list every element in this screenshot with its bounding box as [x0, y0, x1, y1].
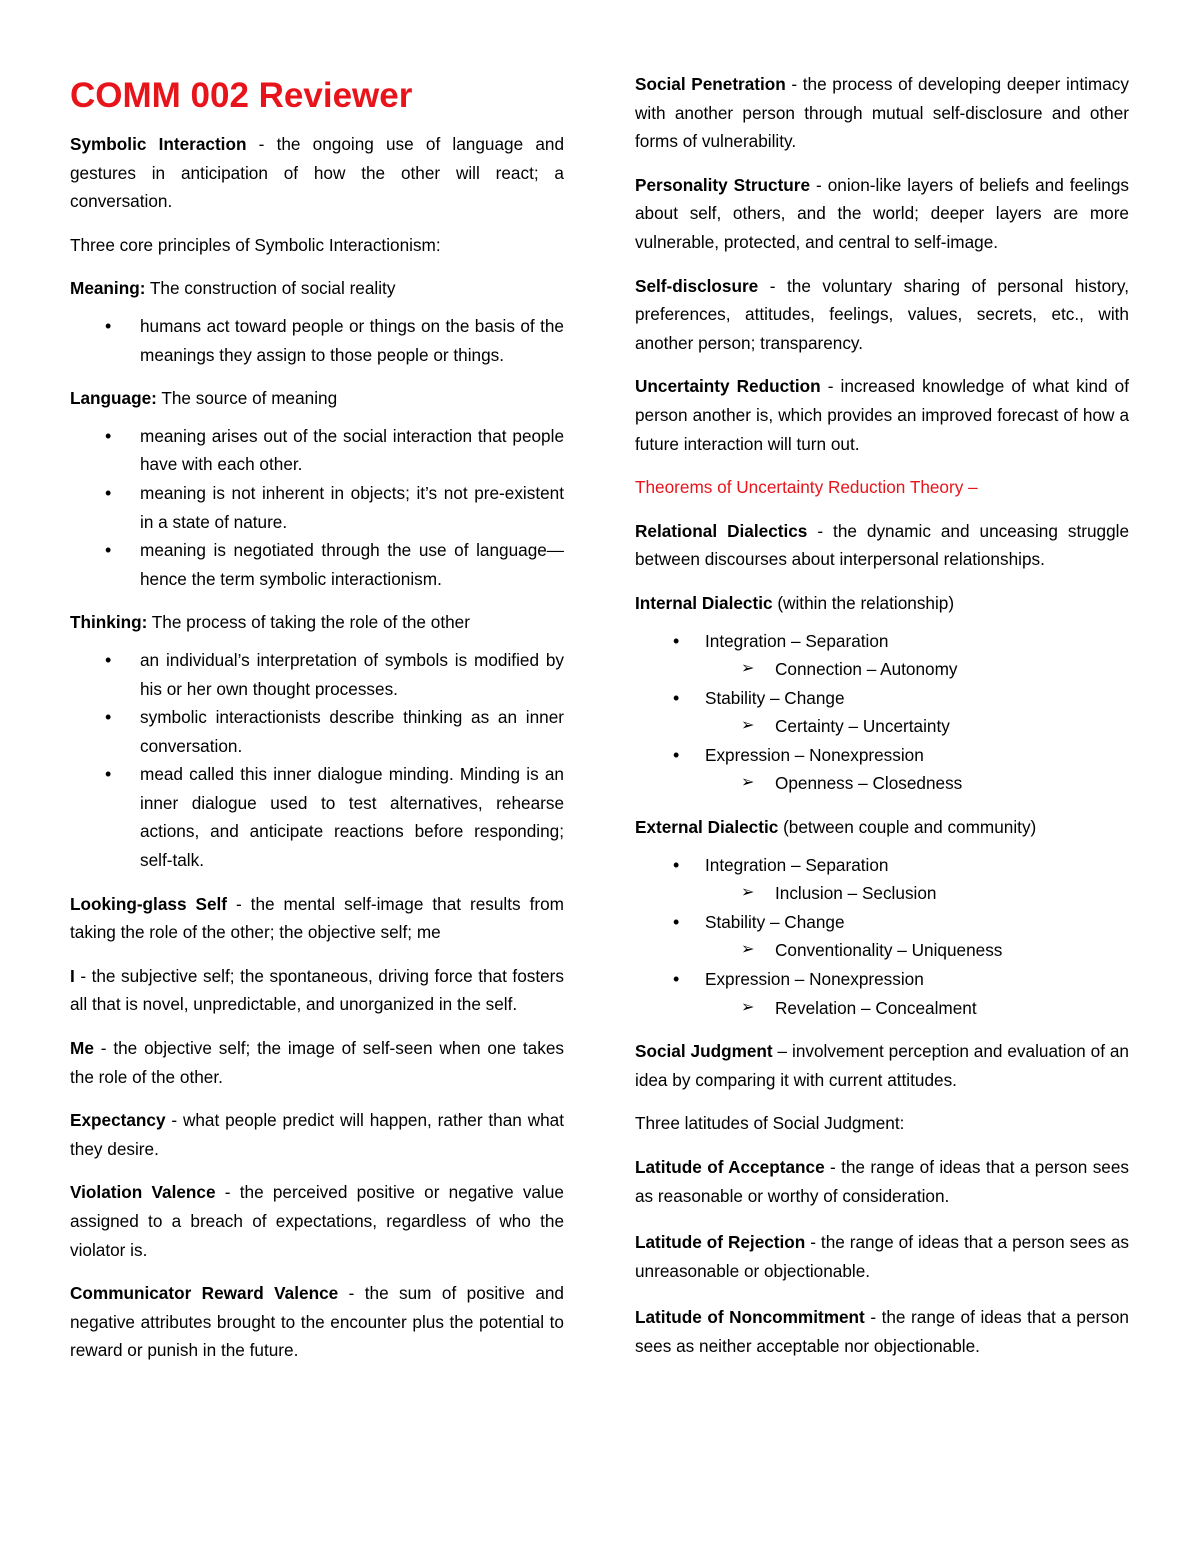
sub-list-item: ➢ Connection – Autonomy — [635, 655, 1129, 684]
definition: (between couple and community) — [778, 817, 1037, 838]
left-column — [70, 70, 564, 1380]
principles-intro: Three core principles of Symbolic Interactionism: — [70, 234, 441, 255]
list-item: • an individual’s interpretation of symbols is modified by his or her own thought processes. — [140, 646, 564, 703]
language-heading — [70, 384, 564, 413]
term: Uncertainty Reduction — [635, 376, 821, 397]
list-item: • mead called this inner dialogue minding. Minding is an inner dialogue used to test alternatives, rehearse actions, and anticipate reactions before responding; self-talk. — [140, 760, 564, 874]
term: Latitude of Acceptance — [635, 1157, 825, 1177]
definition: - the process of developing deeper intimacy with another person through mutual self-disclosure and other forms of vulnerability. — [635, 74, 1129, 152]
term: Latitude of Noncommitment — [635, 1307, 865, 1328]
relational-dialectics-entry — [635, 517, 1129, 574]
internal-dialectic-heading — [635, 589, 1129, 618]
list-item: • meaning is not inherent in objects; it’s not pre-existent in a state of nature. — [140, 479, 564, 536]
term: Me — [70, 1038, 94, 1059]
social-penetration-entry — [635, 70, 1129, 156]
term: I — [70, 965, 75, 986]
page-title: COMM 002 Reviewer — [70, 76, 413, 115]
symbolic-interaction-entry — [70, 130, 564, 216]
uncertainty-reduction-entry — [635, 372, 1129, 458]
language-bullet-list — [70, 422, 564, 594]
latitude-noncommitment-entry — [635, 1303, 1129, 1360]
definition: - what people predict will happen, rather than what they desire. — [70, 1110, 564, 1159]
definition: - the ongoing use of language and gestures in anticipation of how the other will react; a conversation. — [70, 134, 565, 212]
definition: (within the relationship) — [772, 592, 955, 613]
list-item: • meaning arises out of the social interaction that people have with each other. — [140, 422, 564, 479]
thinking-bullet-list — [70, 646, 564, 875]
term: Latitude of Rejection — [635, 1232, 806, 1253]
looking-glass-self-entry — [70, 890, 564, 947]
term: Symbolic Interaction — [70, 134, 247, 154]
term: Internal Dialectic — [635, 592, 773, 613]
external-dialectic-heading — [635, 813, 1129, 842]
definition: - the subjective self; the spontaneous, driving force that fosters all that is novel, unpredictable, and unorganized in the self. — [70, 965, 564, 1015]
list-item: • symbolic interactionists describe thinking as an inner conversation. — [140, 703, 564, 760]
sub-list-item: ➢ Revelation – Concealment — [635, 994, 1129, 1023]
term: Social Penetration — [635, 74, 786, 94]
expectancy-entry — [70, 1106, 564, 1163]
term: Violation Valence — [70, 1182, 216, 1203]
definition: - the range of ideas that a person sees as neither acceptable nor objectionable. — [635, 1307, 1129, 1356]
definition: - the perceived positive or negative value assigned to a breach of expectations, regardless of who the violator is. — [70, 1182, 564, 1260]
latitude-acceptance-entry — [635, 1153, 1129, 1210]
term: Communicator Reward Valence — [70, 1283, 339, 1304]
latitudes-intro: Three latitudes of Social Judgment: — [635, 1113, 905, 1134]
definition: - increased knowledge of what kind of person another is, which provides an improved forecast of how a future interaction will turn out. — [635, 376, 1130, 454]
term: Thinking: — [70, 612, 148, 633]
definition: – involvement perception and evaluation of an idea by comparing it with current attitudes. — [635, 1041, 1129, 1090]
sub-list-item: ➢ Certainty – Uncertainty — [635, 712, 1129, 741]
internal-dialectic-list — [635, 627, 1129, 799]
list-item: • Integration – Separation — [635, 851, 1129, 880]
sub-list-item: ➢ Inclusion – Seclusion — [635, 879, 1129, 908]
right-column — [635, 70, 1129, 1376]
list-item: • Stability – Change — [635, 908, 1129, 937]
definition: - the range of ideas that a person sees as unreasonable or objectionable. — [635, 1232, 1129, 1281]
social-judgment-entry — [635, 1037, 1129, 1094]
term: Relational Dialectics — [635, 520, 808, 541]
term: Social Judgment — [635, 1041, 773, 1062]
violation-valence-entry — [70, 1178, 564, 1264]
definition: - the voluntary sharing of personal history, preferences, attitudes, feelings, values, secrets, etc., with another person; transparency. — [635, 275, 1129, 353]
term: Meaning: — [70, 278, 146, 299]
external-dialectic-list — [635, 851, 1129, 1023]
theorems-heading: Theorems of Uncertainty Reduction Theory – — [635, 477, 978, 498]
communicator-reward-valence-entry — [70, 1279, 564, 1365]
self-disclosure-entry — [635, 272, 1129, 358]
me-entry — [70, 1034, 564, 1091]
list-item: • Stability – Change — [635, 684, 1129, 713]
definition: The process of taking the role of the other — [147, 612, 470, 633]
definition: - the dynamic and unceasing struggle between discourses about interpersonal relationships. — [635, 520, 1130, 570]
definition: - the sum of positive and negative attributes brought to the encounter plus the potential to reward or punish in the future. — [70, 1283, 564, 1361]
list-item: • meaning is negotiated through the use of language—hence the term symbolic interactionism. — [140, 536, 564, 593]
sub-list-item: ➢ Conventionality – Uniqueness — [635, 936, 1129, 965]
list-item: • Integration – Separation — [635, 627, 1129, 656]
meaning-heading — [70, 274, 564, 303]
definition: - the range of ideas that a person sees as reasonable or worthy of consideration. — [635, 1157, 1129, 1206]
definition: - the mental self-image that results from taking the role of the other; the objective self; me — [70, 893, 564, 943]
definition: The source of meaning — [156, 388, 338, 409]
term: Language: — [70, 388, 157, 409]
term: Expectancy — [70, 1110, 166, 1131]
definition: - the objective self; the image of self-seen when one takes the role of the other. — [70, 1038, 564, 1087]
term: External Dialectic — [635, 817, 779, 838]
personality-structure-entry — [635, 171, 1129, 257]
latitude-rejection-entry — [635, 1228, 1129, 1285]
definition: The construction of social reality — [145, 278, 396, 299]
definition: - onion-like layers of beliefs and feelings about self, others, and the world; deeper layers are more vulnerable, protected, and central to self-image. — [635, 174, 1129, 252]
sub-list-item: ➢ Openness – Closedness — [635, 769, 1129, 798]
list-item: • humans act toward people or things on the basis of the meanings they assign to those people or things. — [140, 312, 564, 369]
thinking-heading — [70, 608, 564, 637]
term: Personality Structure — [635, 174, 811, 195]
meaning-bullet-list — [70, 312, 564, 369]
term: Looking-glass Self — [70, 893, 227, 914]
term: Self-disclosure — [635, 275, 759, 296]
list-item: • Expression – Nonexpression — [635, 965, 1129, 994]
i-entry — [70, 962, 564, 1019]
list-item: • Expression – Nonexpression — [635, 741, 1129, 770]
